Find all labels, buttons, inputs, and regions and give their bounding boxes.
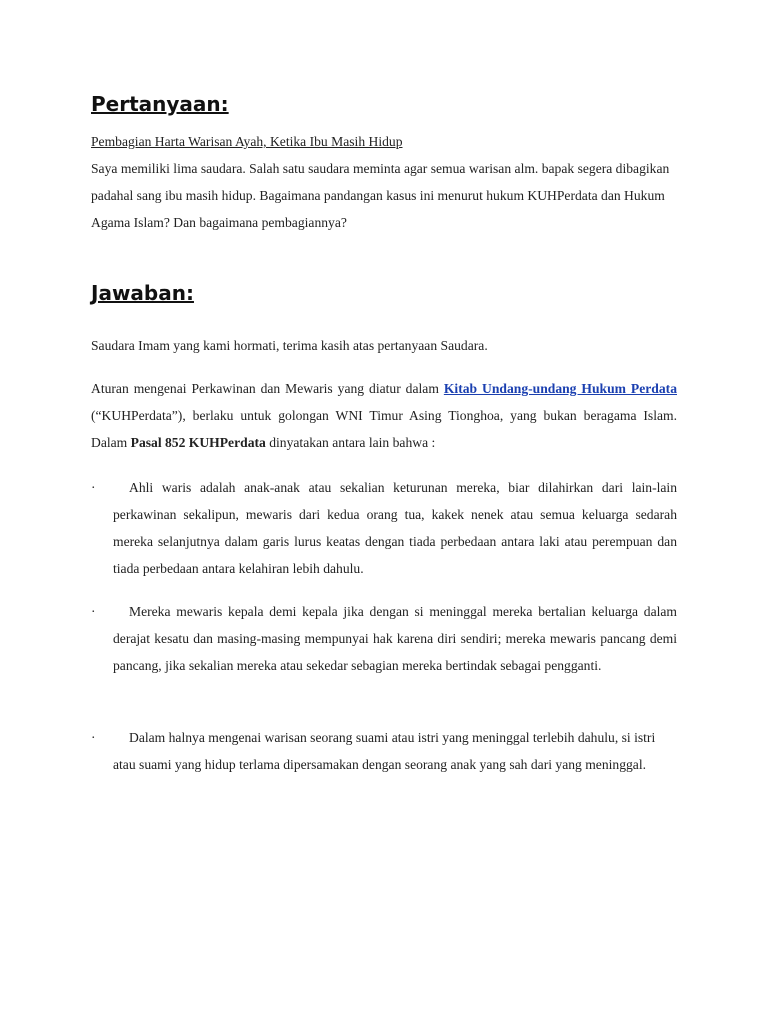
- answer-greeting: Saudara Imam yang kami hormati, terima kasih atas pertanyaan Saudara.: [91, 338, 488, 353]
- list-item: [91, 724, 677, 778]
- bullet-icon: ·: [91, 604, 96, 619]
- list-item-text: Mereka mewaris kepala demi kepala jika dengan si meninggal mereka bertalian keluarga dalam derajat kesatu dan masing-masing mempunyai hak karena diri sendiri; mereka mewaris pancang demi pancang, jika sekalian mereka atau sekedar sebagian mereka bertindak sebagai pengganti.: [113, 604, 677, 673]
- bullet-icon: ·: [91, 730, 96, 745]
- answer-heading: Jawaban:: [91, 281, 194, 305]
- list-item-text: Ahli waris adalah anak-anak atau sekalian keturunan mereka, biar dilahirkan dari lain-lain perkawinan sekalipun, mewaris dari kedua orang tua, kakek nenek atau semua keluarga sedarah mereka selanjutnya dalam garis lurus keatas dengan tiada perbedaan antara laki atau perempuan dan tiada perbedaan antara kelahiran lebih dahulu.: [113, 480, 677, 576]
- rules-intro-text: Aturan mengenai Perkawinan dan Mewaris yang diatur dalam: [91, 381, 444, 396]
- rules-mid-text: (“KUHPerdata”), berlaku untuk golongan WNI Timur Asing Tionghoa, yang bukan beragama Islam. Dalam: [91, 408, 677, 450]
- bullet-icon: ·: [91, 480, 96, 495]
- question-title: Pembagian Harta Warisan Ayah, Ketika Ibu Masih Hidup: [91, 134, 403, 149]
- list-item: [91, 474, 677, 582]
- kuhperdata-link[interactable]: Kitab Undang-undang Hukum Perdata: [443, 381, 677, 396]
- list-item-text: Dalam halnya mengenai warisan seorang suami atau istri yang meninggal terlebih dahulu, si istri atau suami yang hidup terlama dipersamakan dengan seorang anak yang sah dari yang meninggal.: [113, 730, 656, 772]
- question-heading: Pertanyaan:: [91, 92, 229, 116]
- list-item: [91, 598, 677, 679]
- question-block: [91, 128, 681, 236]
- article-reference: Pasal 852 KUHPerdata: [130, 435, 266, 450]
- rules-end-text: dinyatakan antara lain bahwa :: [265, 435, 436, 450]
- answer-rules-paragraph: [91, 375, 677, 456]
- question-body: Saya memiliki lima saudara. Salah satu saudara meminta agar semua warisan alm. bapak segera dibagikan padahal sang ibu masih hidup. Bagaimana pandangan kasus ini menurut hukum KUHPerdata dan Hukum Agama Islam? Dan bagaimana pembagiannya?: [91, 161, 670, 230]
